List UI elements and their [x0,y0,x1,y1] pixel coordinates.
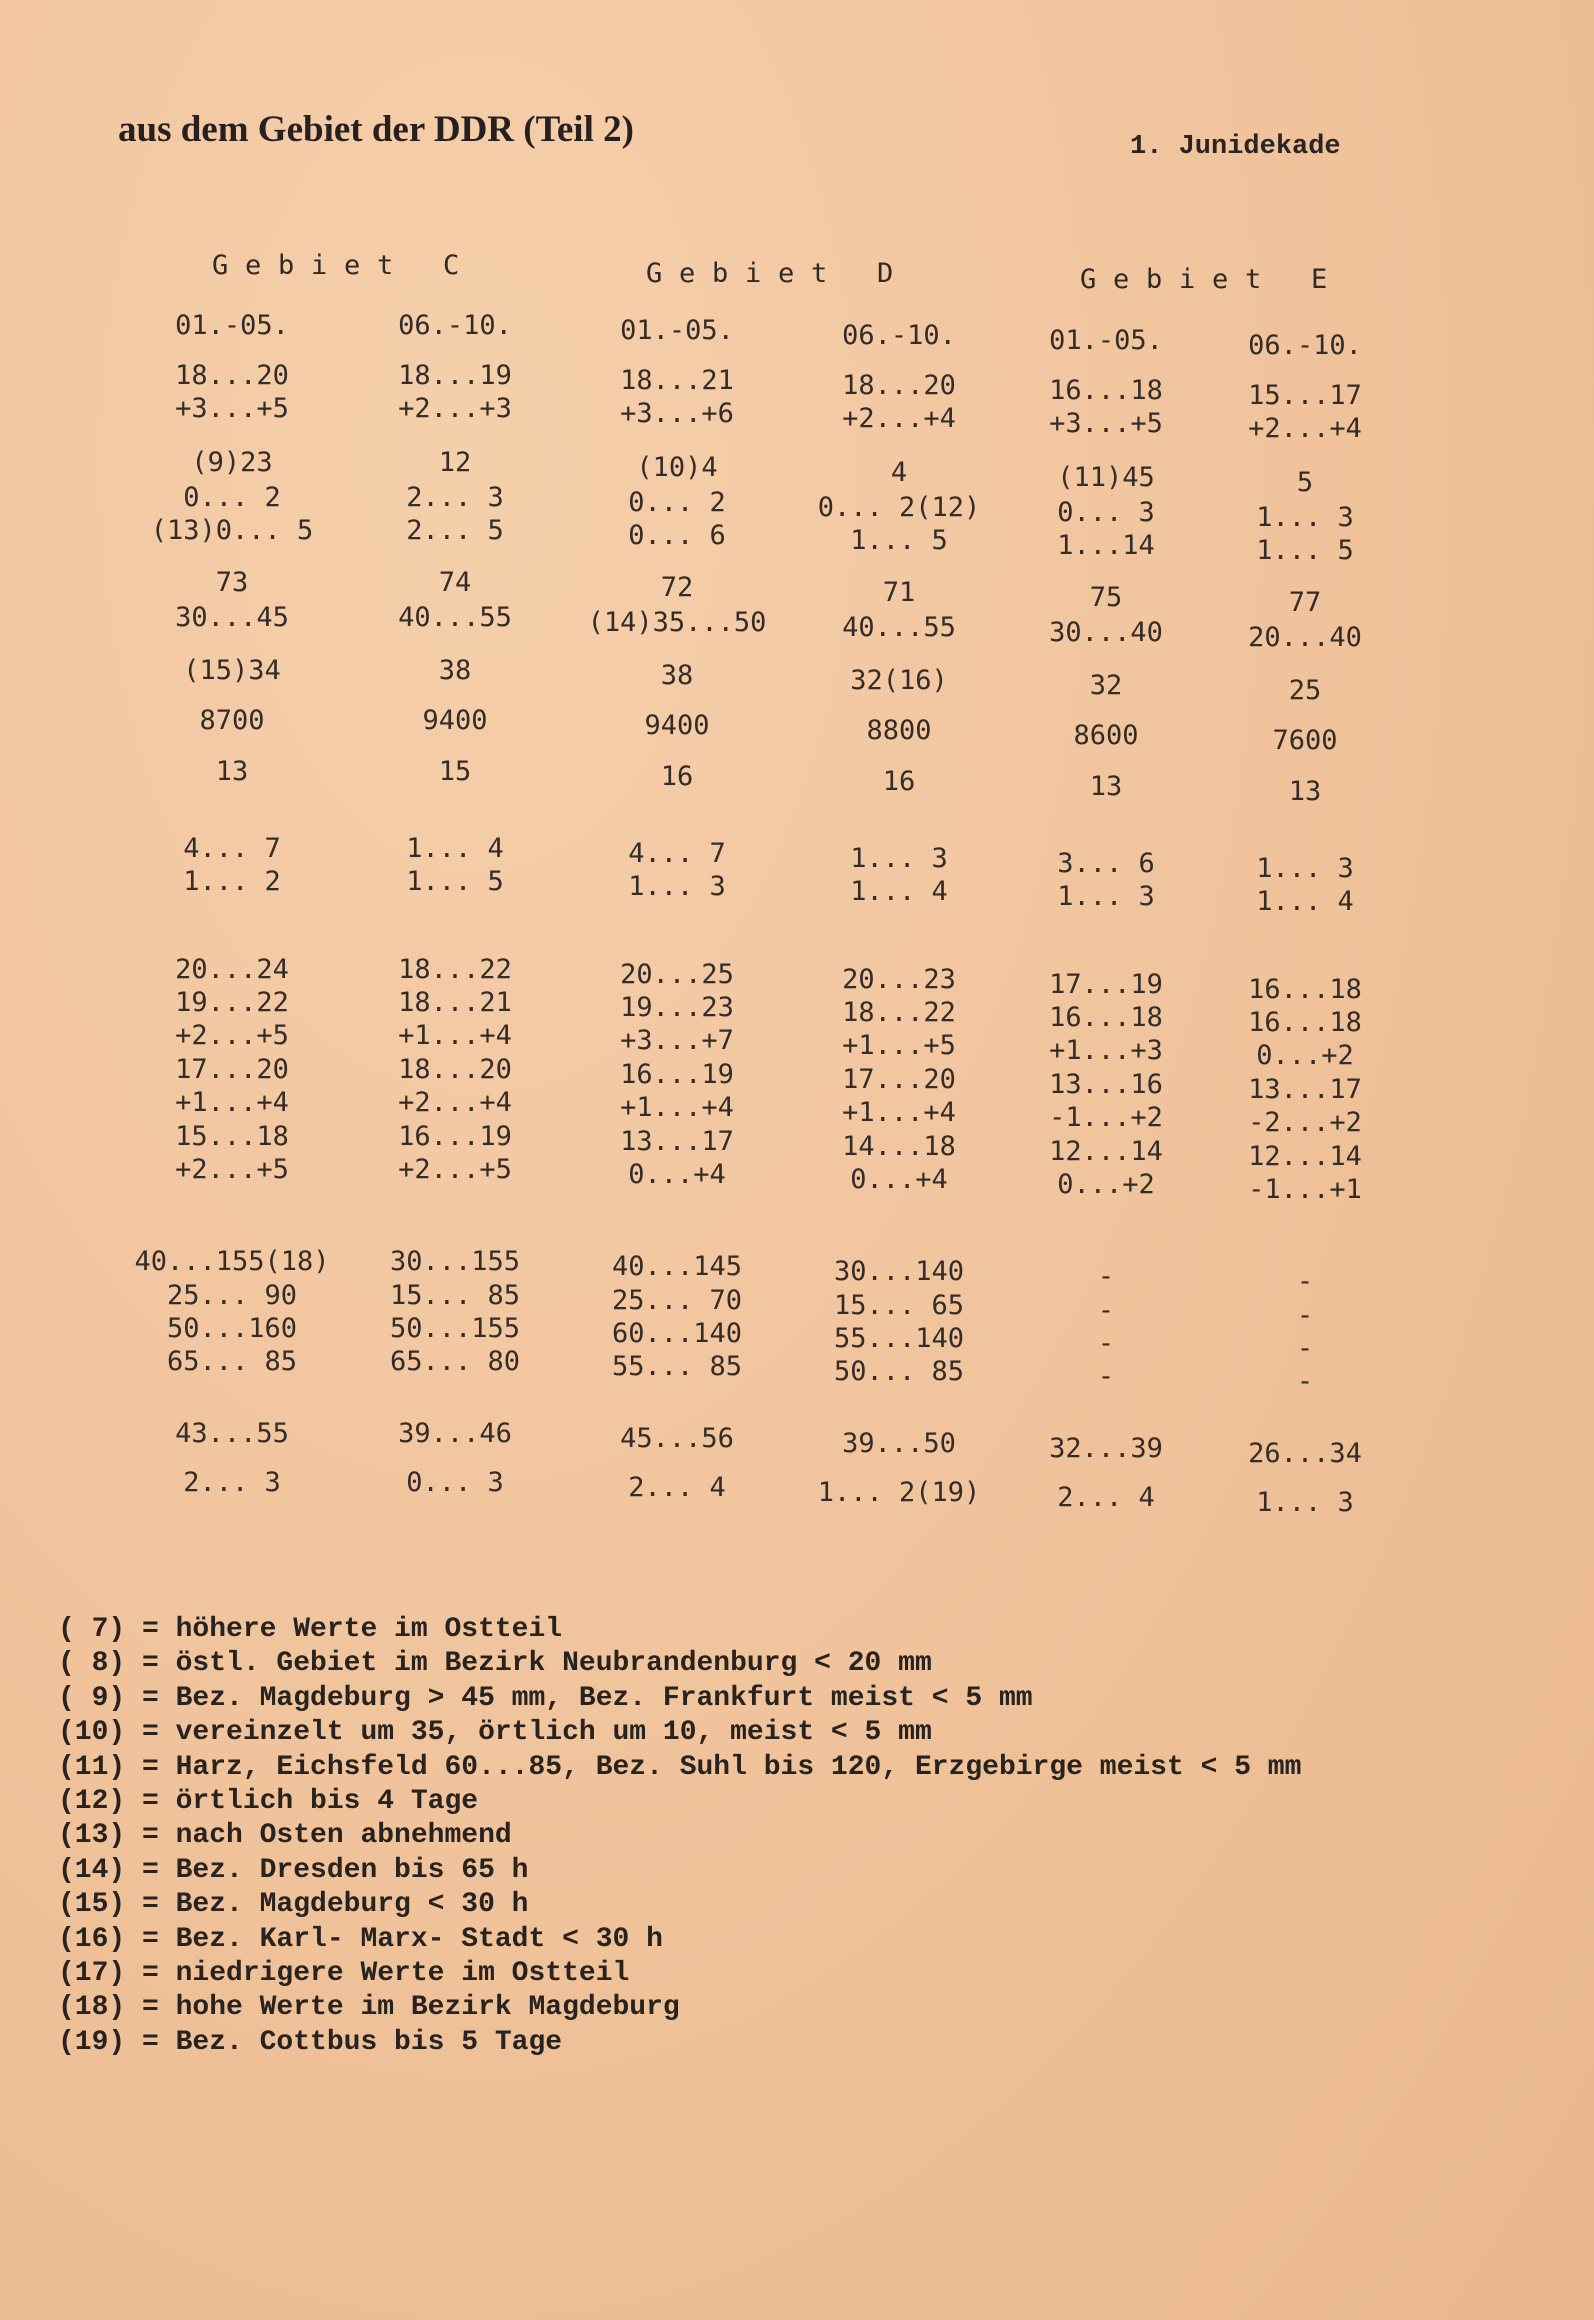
table-cell: - [1097,1261,1115,1292]
table-cell: 32(16) [850,665,948,696]
table-cell: +2...+5 [398,1154,512,1185]
table-cell: 12 [438,447,472,478]
table-cell: 17...19 [1049,969,1163,1000]
table-cell: 20...23 [842,964,956,995]
table-cell: 15 [438,756,472,787]
table-cell: 72 [660,572,694,603]
table-cell: 13 [215,756,249,787]
table-cell: +3...+5 [175,393,289,424]
table-cell: 06.-10. [842,320,956,351]
table-cell: 60...140 [611,1318,743,1349]
table-cell: +2...+4 [842,403,956,434]
table-cell: 71 [882,577,916,608]
footnote-item: (14) = Bez. Dresden bis 65 h [58,1854,529,1886]
table-cell: 8800 [866,715,932,746]
footnote-item: (19) = Bez. Cottbus bis 5 Tage [58,2026,563,2058]
table-cell: 16...18 [1248,1007,1362,1038]
table-cell: 17...20 [842,1064,956,1095]
table-cell: (9)23 [191,447,273,478]
table-cell: +3...+7 [620,1025,734,1056]
table-cell: 9400 [644,710,710,741]
page-title: aus dem Gebiet der DDR (Teil 2) [118,109,634,150]
table-cell: +1...+4 [620,1092,734,1123]
table-cell: 25... 90 [166,1280,298,1311]
table-cell: 19...23 [620,992,734,1023]
table-cell: 38 [660,660,694,691]
table-cell: +2...+3 [398,393,512,424]
table-cell: 30...45 [175,602,289,633]
table-cell: - [1296,1333,1314,1364]
table-cell: 40...55 [842,612,956,643]
table-cell: 30...140 [833,1256,965,1287]
table-cell: 65... 80 [389,1346,521,1377]
table-cell: 38 [438,655,472,686]
table-cell: 32 [1089,670,1123,701]
table-cell: 01.-05. [620,315,734,346]
table-cell: 1... 2(19) [817,1477,981,1508]
table-cell: 12...14 [1049,1136,1163,1167]
table-cell: 2... 4 [1057,1482,1155,1513]
table-cell: 30...40 [1049,617,1163,648]
table-cell: +2...+5 [175,1154,289,1185]
table-cell: 26...34 [1248,1438,1362,1469]
table-cell: 0...+4 [628,1159,726,1190]
table-cell: 65... 85 [166,1346,298,1377]
table-cell: 1... 2 [183,866,281,897]
table-cell: 2... 4 [628,1472,726,1503]
table-cell: 0... 3 [1057,497,1155,528]
table-cell: 73 [215,567,249,598]
footnotes [58,1614,1301,2061]
table-cell: 4... 7 [183,833,281,864]
footnote-item: (16) = Bez. Karl- Marx- Stadt < 30 h [58,1923,663,1955]
region-header-e: Gebiet E [1080,264,1344,295]
table-cell: 14...18 [842,1131,956,1162]
table-cell: 06.-10. [1248,330,1362,361]
table-cell: 40...55 [398,602,512,633]
table-cell: 74 [438,567,472,598]
table-cell: 17...20 [175,1054,289,1085]
table-cell: 7600 [1272,725,1338,756]
table-cell: 1... 3 [1057,881,1155,912]
footnote-item: (10) = vereinzelt um 35, örtlich um 10, meist < 5 mm [58,1717,932,1749]
table-cell: 43...55 [175,1418,289,1449]
table-cell: +3...+5 [1049,408,1163,439]
table-cell: 40...155(18) [134,1246,330,1277]
table-cell: 18...21 [620,365,734,396]
table-cell: - [1097,1361,1115,1392]
table-cell: 4 [890,457,908,488]
table-cell: 20...40 [1248,622,1362,653]
table-cell: - [1097,1328,1115,1359]
table-cell: 15... 65 [833,1290,965,1321]
table-cell: 16...18 [1049,1002,1163,1033]
table-cell: 18...22 [842,997,956,1028]
table-cell: +2...+5 [175,1020,289,1051]
table-cell: 2... 3 [406,482,504,513]
table-cell: 55...140 [833,1323,965,1354]
table-cell: 1... 4 [406,833,504,864]
footnote-item: (12) = örtlich bis 4 Tage [58,1785,479,1817]
table-cell: 16 [660,761,694,792]
table-cell: 20...25 [620,959,734,990]
table-cell: 12...14 [1248,1141,1362,1172]
table-cell: (10)4 [636,452,718,483]
table-cell: 13 [1288,776,1322,807]
table-cell: 16...19 [620,1059,734,1090]
table-cell: 2... 5 [406,515,504,546]
table-cell: -1...+2 [1049,1102,1163,1133]
table-cell: 1... 5 [406,866,504,897]
table-cell: - [1296,1266,1314,1297]
table-cell: 15...18 [175,1121,289,1152]
table-cell: 16...19 [398,1121,512,1152]
table-cell: (11)45 [1057,462,1155,493]
table-cell: +2...+4 [398,1087,512,1118]
table-cell: (14)35...50 [587,607,767,638]
table-cell: 55... 85 [611,1351,743,1382]
table-cell: 19...22 [175,987,289,1018]
table-cell: 8600 [1073,720,1139,751]
table-cell: +2...+4 [1248,413,1362,444]
table-cell: 1... 3 [850,843,948,874]
table-cell: 01.-05. [175,310,289,341]
table-cell: 0... 2 [183,482,281,513]
table-cell: 13 [1089,771,1123,802]
table-cell: (15)34 [183,655,281,686]
table-cell: 1... 3 [1256,1487,1354,1518]
table-cell: 18...20 [398,1054,512,1085]
table-cell: 20...24 [175,954,289,985]
table-cell: 77 [1288,587,1322,618]
table-cell: 1... 4 [1256,886,1354,917]
table-cell: (13)0... 5 [150,515,314,546]
table-cell: 30...155 [389,1246,521,1277]
footnote-item: (11) = Harz, Eichsfeld 60...85, Bez. Suhl bis 120, Erzgebirge meist < 5 mm [58,1751,1302,1783]
table-cell: 18...20 [842,370,956,401]
table-cell: 39...50 [842,1428,956,1459]
table-cell: 13...16 [1049,1069,1163,1100]
footnote-item: ( 7) = höhere Werte im Ostteil [58,1614,563,1645]
table-cell: 40...145 [611,1251,743,1282]
footnote-item: (13) = nach Osten abnehmend [58,1820,512,1852]
table-cell: - [1296,1300,1314,1331]
footnote-item: ( 8) = östl. Gebiet im Bezirk Neubrandenburg < 20 mm [58,1648,932,1680]
table-cell: 45...56 [620,1423,734,1454]
table-cell: 0... 3 [406,1467,504,1498]
table-cell: 0...+4 [850,1164,948,1195]
table-cell: 1... 3 [1256,502,1354,533]
table-cell: 75 [1089,582,1123,613]
table-cell: 1...14 [1057,530,1155,561]
table-cell: 9400 [422,705,488,736]
table-cell: 1... 5 [1256,535,1354,566]
table-cell: 1... 3 [628,871,726,902]
table-cell: 16...18 [1248,974,1362,1005]
table-cell: 25 [1288,675,1322,706]
table-cell: 0...+2 [1256,1040,1354,1071]
table-cell: 06.-10. [398,310,512,341]
table-cell: 1... 4 [850,876,948,907]
table-cell: 32...39 [1049,1433,1163,1464]
table-cell: 13...17 [620,1126,734,1157]
table-cell: 5 [1296,467,1314,498]
table-cell: 2... 3 [183,1467,281,1498]
table-cell: -1...+1 [1248,1174,1362,1205]
table-cell: +1...+4 [398,1020,512,1051]
region-header-d: Gebiet D [646,258,910,289]
table-cell: 18...20 [175,360,289,391]
table-cell: 18...19 [398,360,512,391]
table-cell: 4... 7 [628,838,726,869]
table-cell: 25... 70 [611,1285,743,1316]
table-cell: +1...+3 [1049,1035,1163,1066]
table-cell: 15... 85 [389,1280,521,1311]
table-cell: -2...+2 [1248,1107,1362,1138]
region-header-c: Gebiet C [212,250,476,281]
dekade-label: 1. Junidekade [1130,132,1341,162]
table-cell: 16...18 [1049,375,1163,406]
table-cell: 13...17 [1248,1074,1362,1105]
footnote-item: (18) = hohe Werte im Bezirk Magdeburg [58,1992,680,2024]
table-cell: +3...+6 [620,398,734,429]
table-cell: +1...+5 [842,1030,956,1061]
table-cell: 0...+2 [1057,1169,1155,1200]
table-cell: 0... 2(12) [817,492,981,523]
table-cell: 18...21 [398,987,512,1018]
table-cell: 50...160 [166,1313,298,1344]
table-cell: 39...46 [398,1418,512,1449]
table-cell: 50... 85 [833,1356,965,1387]
table-cell: 0... 6 [628,520,726,551]
table-cell: 1... 5 [850,525,948,556]
table-cell: 1... 3 [1256,853,1354,884]
footnote-item: (15) = Bez. Magdeburg < 30 h [58,1889,529,1921]
table-cell: 0... 2 [628,487,726,518]
table-cell: 15...17 [1248,380,1362,411]
table-cell: 50...155 [389,1313,521,1344]
table-cell: - [1296,1366,1314,1397]
table-cell: 18...22 [398,954,512,985]
table-cell: +1...+4 [175,1087,289,1118]
table-cell: 16 [882,766,916,797]
footnote-item: (17) = niedrigere Werte im Ostteil [58,1957,630,1989]
table-cell: 8700 [199,705,265,736]
table-cell: - [1097,1295,1115,1326]
footnote-item: ( 9) = Bez. Magdeburg > 45 mm, Bez. Frankfurt meist < 5 mm [58,1682,1033,1714]
table-cell: 3... 6 [1057,848,1155,879]
table-cell: 01.-05. [1049,325,1163,356]
table-cell: +1...+4 [842,1097,956,1128]
